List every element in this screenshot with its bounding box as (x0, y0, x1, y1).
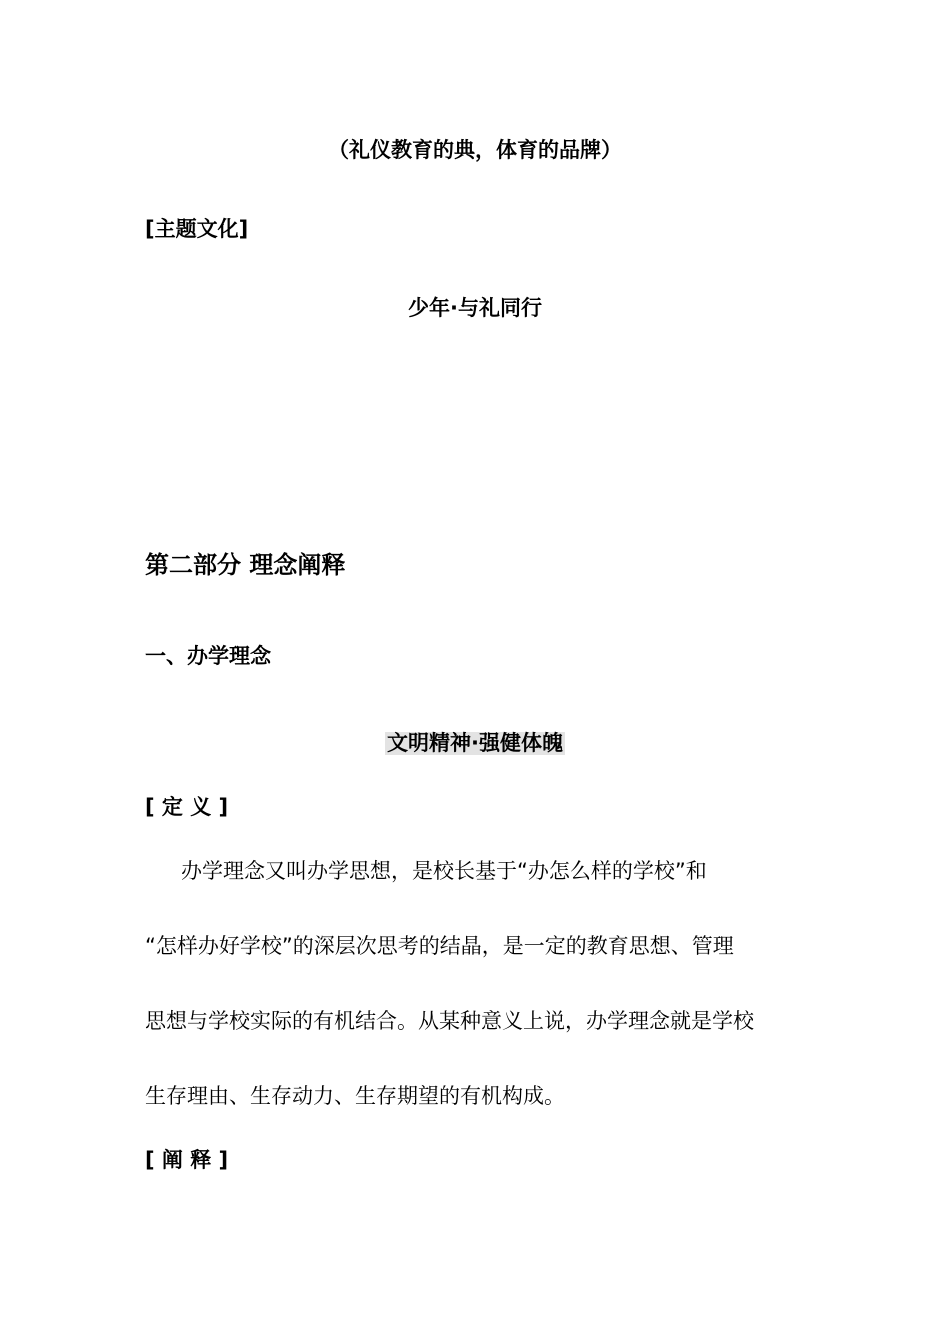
theme-culture-label: [主题文化] (145, 217, 249, 241)
motto-highlight: 文明精神·强健体魄 (387, 731, 563, 755)
theme-title: 少年·与礼同行 (408, 296, 542, 320)
document-subtitle: （礼仪教育的典，体育的品牌） (328, 138, 622, 162)
definition-paragraph-line: 思想与学校实际的有机结合。从某种意义上说，办学理念就是学校 (145, 1009, 754, 1033)
definition-paragraph-line: “怎样办好学校”的深层次思考的结晶，是一定的教育思想、管理 (145, 934, 734, 958)
section-heading: 一、办学理念 (145, 644, 271, 668)
part-heading: 第二部分 理念阐释 (145, 551, 346, 579)
explanation-label: [ 阐 释 ] (145, 1148, 229, 1172)
definition-paragraph-line: 办学理念又叫办学思想，是校长基于“办怎么样的学校”和 (181, 859, 707, 883)
definition-label: [ 定 义 ] (145, 795, 229, 819)
definition-paragraph-line: 生存理由、生存动力、生存期望的有机构成。 (145, 1084, 565, 1108)
motto-line (0, 732, 950, 755)
